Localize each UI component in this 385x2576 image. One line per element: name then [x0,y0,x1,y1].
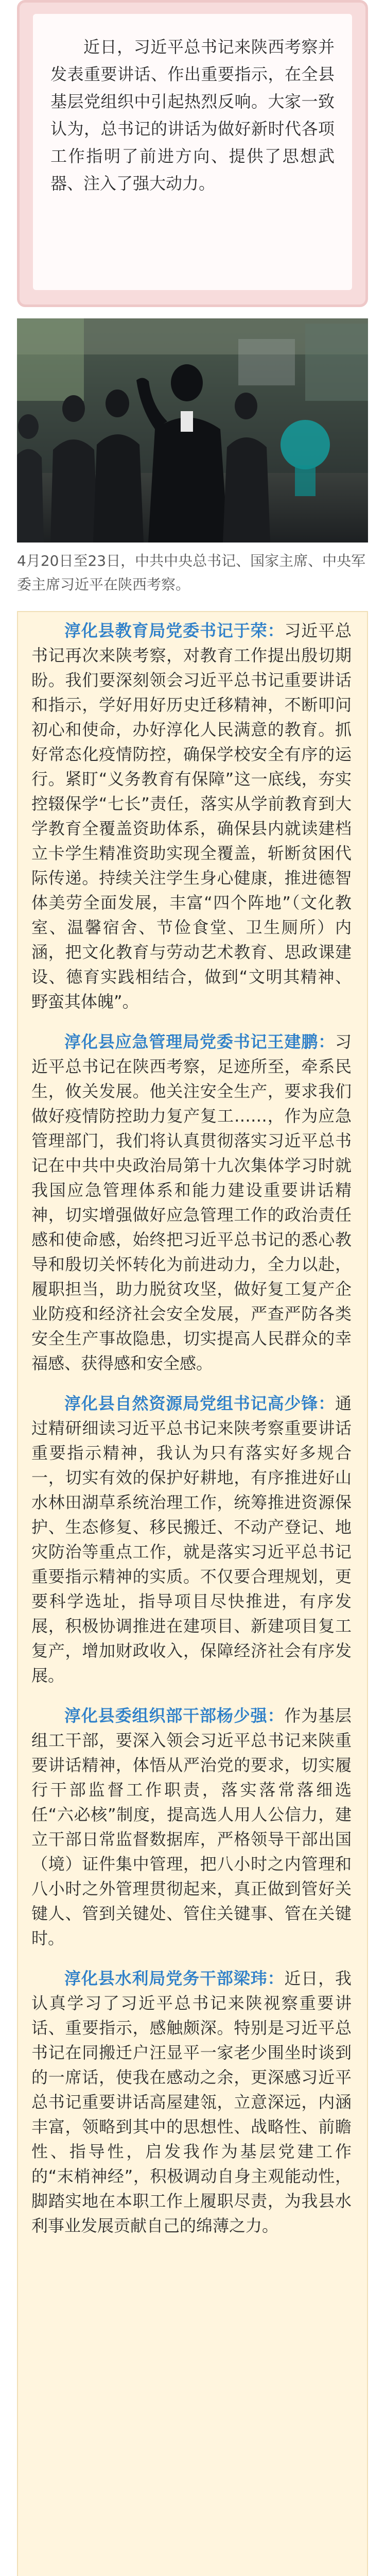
statement-paragraph [31,1391,352,1688]
statement-text: 作为基层组工干部，要深入领会习近平总书记来陕重要讲话精神，体悟从严治党的要求，切实履行干部监督工作职责，落实落常落细选任“六必核”制度，提高选人用人公信力，建立干部日常监督数据库，严格领导干部出国（境）证件集中管理，把八小时之内管理和八小时之外管理贯彻起来，真正做到管好关键人、管到关键处、管住关键事、管在关键时。 [31,1706,352,1948]
speaker-name: 淳化县自然资源局党组书记高少锋： [64,1394,335,1413]
statement-text: 习近平总书记在陕西考察，足迹所至，牵系民生，攸关发展。他关注安全生产，要求我们做好疫情防控助力复产复工……，作为应急管理部门，我们将认真贯彻落实习近平总书记在中共中央政治局第十九次集体学习时就我国应急管理体系和能力建设重要讲话精神，切实增强做好应急管理工作的政治责任感和使命感，始终把习近平总书记的悉心教导和殷切关怀转化为前进动力，全力以赴，履职担当，助力脱贫攻坚，做好复工复产企业防疫和经济社会安全发展，严查严防各类安全生产事故隐患，切实提高人民群众的幸福感、获得感和安全感。 [31,1032,352,1373]
statement-text: 通过精研细读习近平总书记来陕考察重要讲话重要指示精神，我认为只有落实好多规合一，切实有效的保护好耕地，有序推进好山水林田湖草系统治理工作，统筹推进资源保护、生态修复、移民搬迁、不动产登记、地灾防治等重点工作，就是落实习近平总书记重要指示精神的实质。不仅要合理规划，更要科学选址，指导项目尽快推进，有序发展，积极协调推进在建项目、新建项目复工复产，增加财政收入，保障经济社会有序发展。 [31,1394,352,1685]
intro-panel [33,14,352,290]
intro-text: 近日，习近平总书记来陕西考察并发表重要讲话、作出重要指示，在全县基层党组织中引起热烈反响。大家一致认为，总书记的讲话为做好新时代各项工作指明了前进方向、提供了思想武器、注入了强大动力。 [50,37,335,193]
speaker-name: 淳化县委组织部干部杨少强： [64,1706,285,1725]
speaker-name: 淳化县应急管理局党委书记王建鹏： [64,1032,335,1052]
news-photo [17,318,368,543]
speaker-name: 淳化县水利局党务干部梁玮： [64,1969,285,1988]
speaker-name: 淳化县教育局党委书记于荣： [64,621,285,640]
photo-caption: 4月20日至23日，中共中央总书记、国家主席、中央军委主席习近平在陕西考察。 [17,552,366,593]
statement-paragraph [31,1029,352,1376]
statement-paragraph [31,1703,352,1951]
article-body [17,611,368,2576]
statement-text: 习近平总书记再次来陕考察，对教育工作提出殷切期盼。我们要深刻领会习近平总书记重要讲话和指示，学好用好历史迁移精神，不断叩问初心和使命，办好淳化人民满意的教育。抓好常态化疫情防控，确保学校安全有序的运行。紧盯“义务教育有保障”这一底线，夯实控辍保学“七长”责任，落实从学前教育到大学教育全覆盖资助体系，确保县内就读建档立卡学生精准资助实现全覆盖，斩断贫困代际传递。持续关注学生身心健康，推进德智体美劳全面发展，丰富“四个阵地”（文化教室、温馨宿舍、节俭食堂、卫生厕所）内涵，把文化教育与劳动艺术教育、思政课建设、德育实践相结合，做到“文明其精神、野蛮其体魄”。 [31,621,352,1011]
statement-text: 近日，我认真学习了习近平总书记来陕视察重要讲话、重要指示，感触颇深。特别是习近平总书记在同搬迁户汪显平一家老少围坐时谈到的一席话，使我在感动之余，更深感习近平总书记重要讲话高屋建瓴，立意深远，内涵丰富，领略到其中的思想性、战略性、前瞻性、指导性，启发我作为基层党建工作的“末梢神经”，积极调动自身主观能动性，脚踏实地在本职工作上履职尽责，为我县水利事业发展贡献自己的绵薄之力。 [31,1969,352,2235]
statement-paragraph [31,618,352,1014]
news-photo-image [17,318,368,543]
intro-card [17,0,368,307]
statement-paragraph [31,1966,352,2238]
